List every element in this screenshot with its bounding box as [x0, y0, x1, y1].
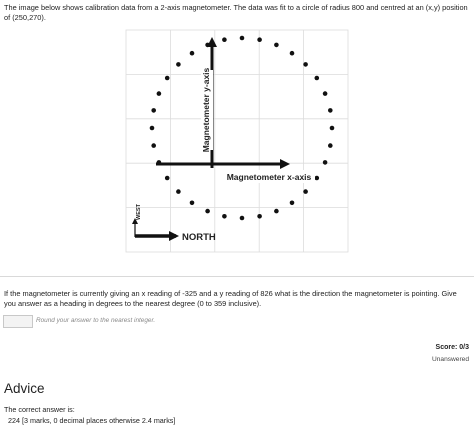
y-axis-label: Magnetometer y-axis: [201, 67, 211, 153]
calibration-point: [190, 201, 195, 206]
calibration-point: [151, 108, 156, 113]
calibration-point: [165, 76, 170, 81]
calibration-point: [222, 37, 227, 42]
calibration-point: [205, 43, 210, 48]
calibration-point: [176, 189, 181, 194]
calibration-point: [157, 91, 162, 96]
calibration-point: [315, 76, 320, 81]
calibration-point: [290, 51, 295, 56]
calibration-point: [257, 214, 262, 219]
calibration-point: [303, 62, 308, 67]
calibration-point: [165, 176, 170, 181]
x-axis-label: Magnetometer x-axis: [226, 172, 312, 182]
calibration-point: [303, 189, 308, 194]
north-label: NORTH: [182, 232, 216, 243]
answer-status: Unanswered: [431, 356, 469, 363]
calibration-point: [323, 91, 328, 96]
section-divider: [0, 276, 474, 277]
calibration-point: [290, 201, 295, 206]
calibration-point: [176, 62, 181, 67]
question-text: If the magnetometer is currently giving an x reading of -325 and a y reading of 826 what is the direction the magnetometer is pointing. Give you answer as a heading in degrees to the nearest degree (0 to 359 inclusive).: [4, 289, 457, 308]
calibration-point: [328, 108, 333, 113]
calibration-point: [190, 51, 195, 56]
calibration-point: [323, 160, 328, 165]
correct-answer-label: The correct answer is:: [4, 405, 75, 414]
calibration-point: [257, 37, 262, 42]
calibration-point: [240, 36, 245, 41]
calibration-point: [150, 126, 155, 131]
calibration-point: [328, 143, 333, 148]
calibration-point: [240, 216, 245, 221]
calibration-point: [315, 176, 320, 181]
calibration-point: [274, 43, 279, 48]
correct-answer-value: 224 [3 marks, 0 decimal places otherwise 2.4 marks]: [8, 416, 176, 425]
west-label: WEST: [136, 204, 142, 220]
calibration-point: [330, 126, 335, 131]
answer-input[interactable]: [3, 315, 33, 328]
intro-text: The image below shows calibration data from a 2-axis magnetometer. The data was fit to a circle of radius 800 and centred at an (x,y) position of (250,270).: [4, 3, 468, 22]
grid: [126, 30, 348, 252]
calibration-points: [150, 36, 335, 221]
calibration-point: [274, 209, 279, 214]
answer-hint: Round your answer to the nearest integer.: [36, 317, 156, 324]
advice-title: Advice: [4, 381, 45, 396]
score-label: Score: 0/3: [435, 344, 469, 351]
calibration-point: [222, 214, 227, 219]
calibration-point: [205, 209, 210, 214]
calibration-point: [151, 143, 156, 148]
